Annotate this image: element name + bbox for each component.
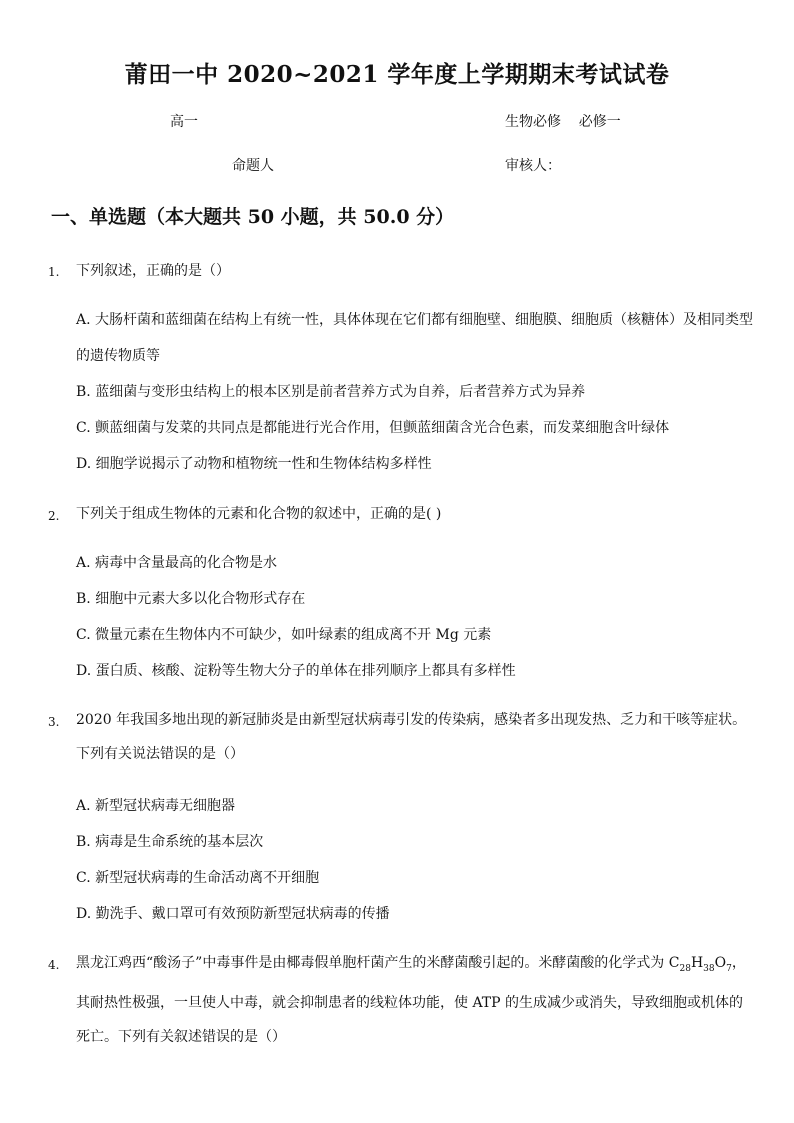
question-stem: 下列关于组成生物体的元素和化合物的叙述中，正确的是( ) <box>76 506 442 522</box>
question-number: 4. <box>48 958 60 972</box>
question-number: 3. <box>48 715 60 729</box>
option-a: A. 新型冠状病毒无细胞器 <box>76 798 236 814</box>
option-c: C. 颤蓝细菌与发菜的共同点是都能进行光合作用，但颤蓝细菌含光合色素，而发菜细胞含叶绿体 <box>76 420 670 436</box>
subject-label: 生物必修 必修一 <box>505 114 621 130</box>
option-d: D. 蛋白质、核酸、淀粉等生物大分子的单体在排列顺序上都具有多样性 <box>76 663 516 679</box>
option-a: A. 病毒中含量最高的化合物是水 <box>76 555 278 571</box>
option-c: C. 新型冠状病毒的生命活动离不开细胞 <box>76 870 320 886</box>
option-b: B. 病毒是生命系统的基本层次 <box>76 834 264 850</box>
option-d: D. 细胞学说揭示了动物和植物统一性和生物体结构多样性 <box>76 456 432 472</box>
chemical-formula: $C_{28}H_{38}O_7$ <box>668 955 732 974</box>
option-b: B. 细胞中元素大多以化合物形式存在 <box>76 591 306 607</box>
exam-title: 莆田一中 2020~2021 学年度上学期期末考试试卷 <box>124 61 670 88</box>
option-b: B. 蓝细菌与变形虫结构上的根本区别是前者营养方式为自养，后者营养方式为异养 <box>76 384 586 400</box>
question-number: 2. <box>48 509 60 523</box>
grade-label: 高一 <box>170 114 198 130</box>
question-number: 1. <box>48 265 60 279</box>
stem-text-after-formula: ，其耐热性极强，一旦使人中毒，就会抑制患者的线粒体功能，使 ATP 的生成减少或消失，导致细胞或机体的死亡。下列有关叙述错误的是（） <box>76 955 746 1045</box>
question-stem: 下列叙述，正确的是（） <box>76 263 230 279</box>
section-title: 一、单选题（本大题共 50 小题，共 50.0 分） <box>51 206 455 228</box>
author-label: 命题人 <box>232 158 274 174</box>
stem-text-before-formula: 黑龙江鸡西“酸汤子”中毒事件是由椰毒假单胞杆菌产生的米酵菌酸引起的。米酵菌酸的化学式为 <box>76 955 669 971</box>
option-a: A. 大肠杆菌和蓝细菌在结构上有统一性，具体体现在它们都有细胞壁、细胞膜、细胞质（核糖体）及相同类型的遗传物质等 <box>76 312 754 364</box>
question-stem <box>76 946 756 1054</box>
option-c: C. 微量元素在生物体内不可缺少，如叶绿素的组成离不开 Mg 元素 <box>76 627 492 643</box>
option-d: D. 勤洗手、戴口罩可有效预防新型冠状病毒的传播 <box>76 906 390 922</box>
question-stem: 2020 年我国多地出现的新冠肺炎是由新型冠状病毒引发的传染病，感染者多出现发热、乏力和干咳等症状。下列有关说法错误的是（） <box>76 712 747 762</box>
reviewer-label: 审核人： <box>505 158 561 174</box>
